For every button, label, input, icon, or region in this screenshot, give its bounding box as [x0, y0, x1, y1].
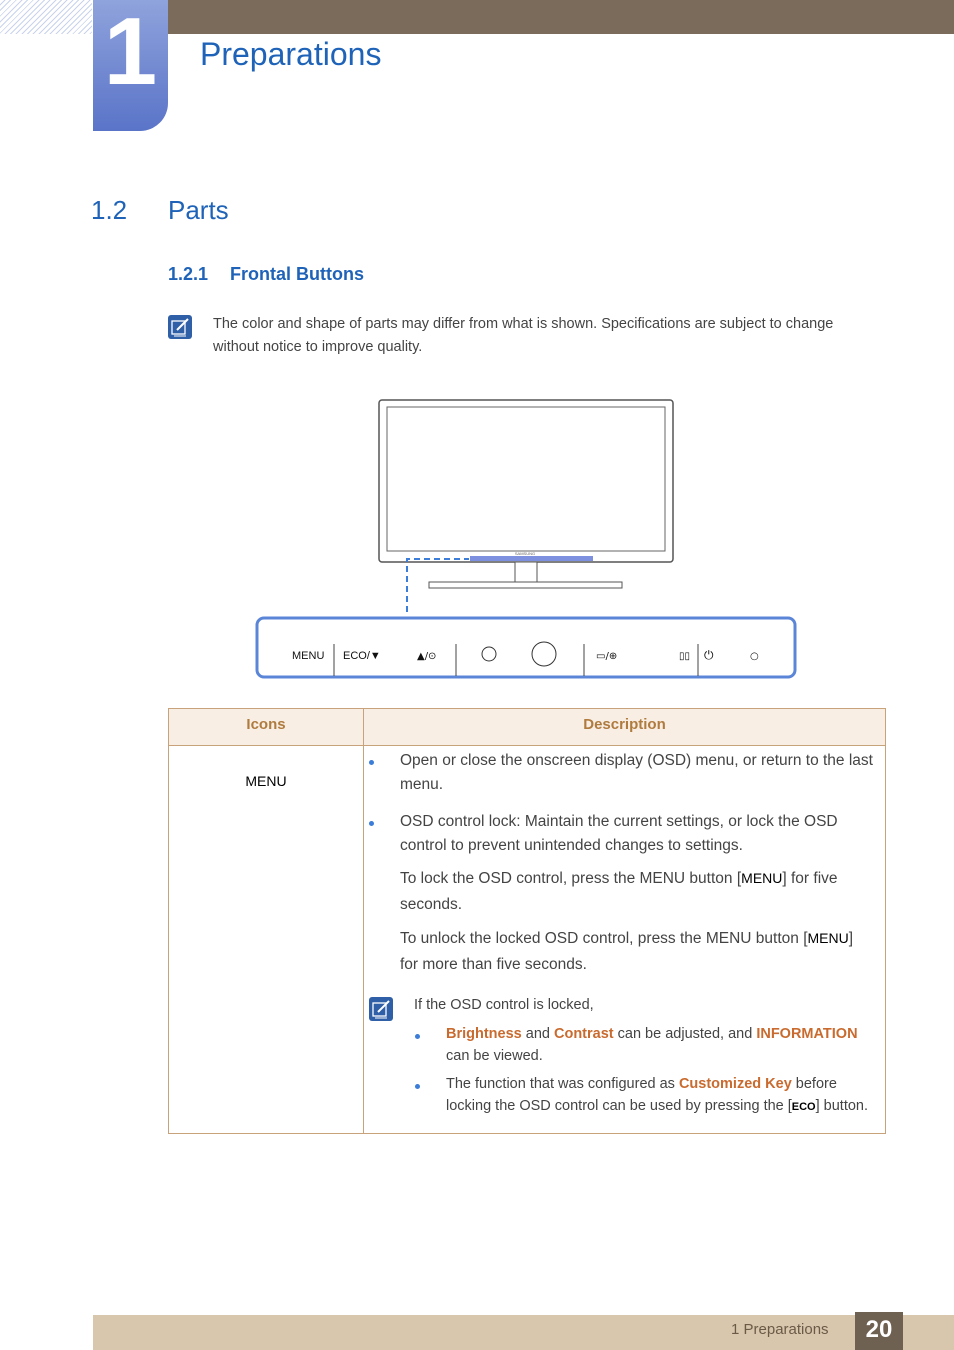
subsection-title: Frontal Buttons	[230, 264, 364, 284]
table-header-row	[169, 709, 885, 746]
button-label-up-source: ▲/⊙	[417, 651, 437, 662]
inner-note-item1-line1	[446, 1023, 858, 1045]
note-text	[213, 313, 873, 359]
unlock-instruction-line1	[400, 927, 853, 951]
inner-note-item2-line2	[446, 1095, 868, 1117]
highlight-customized-key: Customized Key	[678, 1076, 792, 1092]
button-label-input: ▭/⊕	[596, 651, 618, 662]
lock-text-after: ] for five	[782, 870, 838, 887]
text-after: ] button.	[815, 1098, 869, 1114]
button-zoom-box	[257, 618, 795, 677]
icons-description-table	[168, 708, 886, 1134]
header-icons: Icons	[246, 716, 286, 733]
highlight-brightness: Brightness	[446, 1026, 522, 1042]
stand-base	[429, 582, 622, 588]
button-strip-highlight	[470, 556, 593, 561]
button-label-menu: MENU	[292, 650, 325, 662]
note-pencil-icon	[369, 997, 393, 1021]
bullet-icon	[369, 760, 374, 765]
button-label-eco-down: ECO/▼	[343, 650, 381, 662]
small-round-button	[482, 647, 496, 661]
unlock-text-before: To unlock the locked OSD control, press the MENU button [	[400, 930, 808, 947]
lock-instruction-line1	[400, 867, 838, 891]
bullet2-line2: control to prevent unintended changes to settings.	[400, 837, 743, 854]
text-mid: can be adjusted, and	[613, 1026, 757, 1042]
header-hatch-decoration	[0, 0, 92, 34]
eco-key-inline: ECO	[791, 1101, 816, 1113]
highlight-information: INFORMATION	[756, 1026, 858, 1042]
inner-note-item2-line1	[446, 1073, 837, 1095]
bullet-icon	[415, 1034, 420, 1039]
menu-key-inline: MENU	[807, 930, 849, 946]
chapter-number: 1	[103, 0, 158, 105]
note-line-2: without notice to improve quality.	[213, 339, 423, 355]
header-description: Description	[583, 716, 666, 733]
lock-text-before: To lock the OSD control, press the MENU button [	[400, 870, 742, 887]
bullet-icon	[415, 1084, 420, 1089]
lock-instruction-line2: seconds.	[400, 896, 463, 913]
menu-key-inline: MENU	[741, 870, 783, 886]
power-icon: ⏻	[704, 648, 714, 662]
unlock-instruction-line2: for more than five seconds.	[400, 956, 587, 973]
stand-neck	[515, 562, 537, 582]
inner-note-intro: If the OSD control is locked,	[414, 997, 594, 1013]
bullet-icon	[369, 821, 374, 826]
chapter-number-tab	[93, 0, 168, 131]
bullet2-line1: OSD control lock: Maintain the current settings, or lock the OSD	[400, 813, 838, 830]
section-title: Parts	[168, 195, 229, 225]
text-before: The function that was configured as	[446, 1076, 679, 1092]
note-line-1: The color and shape of parts may differ from what is shown. Specifications are subject to change	[213, 316, 834, 332]
page-number-box	[855, 1312, 903, 1350]
monitor-front-illustration	[255, 396, 800, 681]
bullet1-line1: Open or close the onscreen display (OSD) menu, or return to the last	[400, 752, 873, 769]
highlight-contrast: Contrast	[554, 1026, 614, 1042]
footer-chapter-label: 1 Preparations	[731, 1321, 829, 1338]
text-and: and	[521, 1026, 554, 1042]
section-number: 1.2	[91, 195, 128, 225]
text-before: locking the OSD control can be used by pressing the [	[446, 1098, 792, 1114]
bezel-brand-text: SAMSUNG	[514, 551, 536, 556]
button-label-window: ▯▯	[679, 651, 691, 662]
table-column-divider	[363, 709, 364, 1133]
unlock-text-after: ]	[848, 930, 854, 947]
menu-key-icon: MENU	[245, 773, 287, 789]
led-indicator: ○	[750, 651, 759, 662]
monitor-screen	[387, 407, 665, 551]
subsection-number: 1.2.1	[168, 264, 209, 284]
inner-note-item1-line2: can be viewed.	[446, 1048, 543, 1064]
note-pencil-icon	[168, 315, 192, 339]
header-bar	[168, 0, 954, 34]
page-number: 20	[865, 1316, 893, 1343]
large-round-button	[532, 642, 556, 666]
chapter-title: Preparations	[200, 36, 382, 72]
text-after: before	[791, 1076, 837, 1092]
bullet1-line2: menu.	[400, 776, 444, 793]
